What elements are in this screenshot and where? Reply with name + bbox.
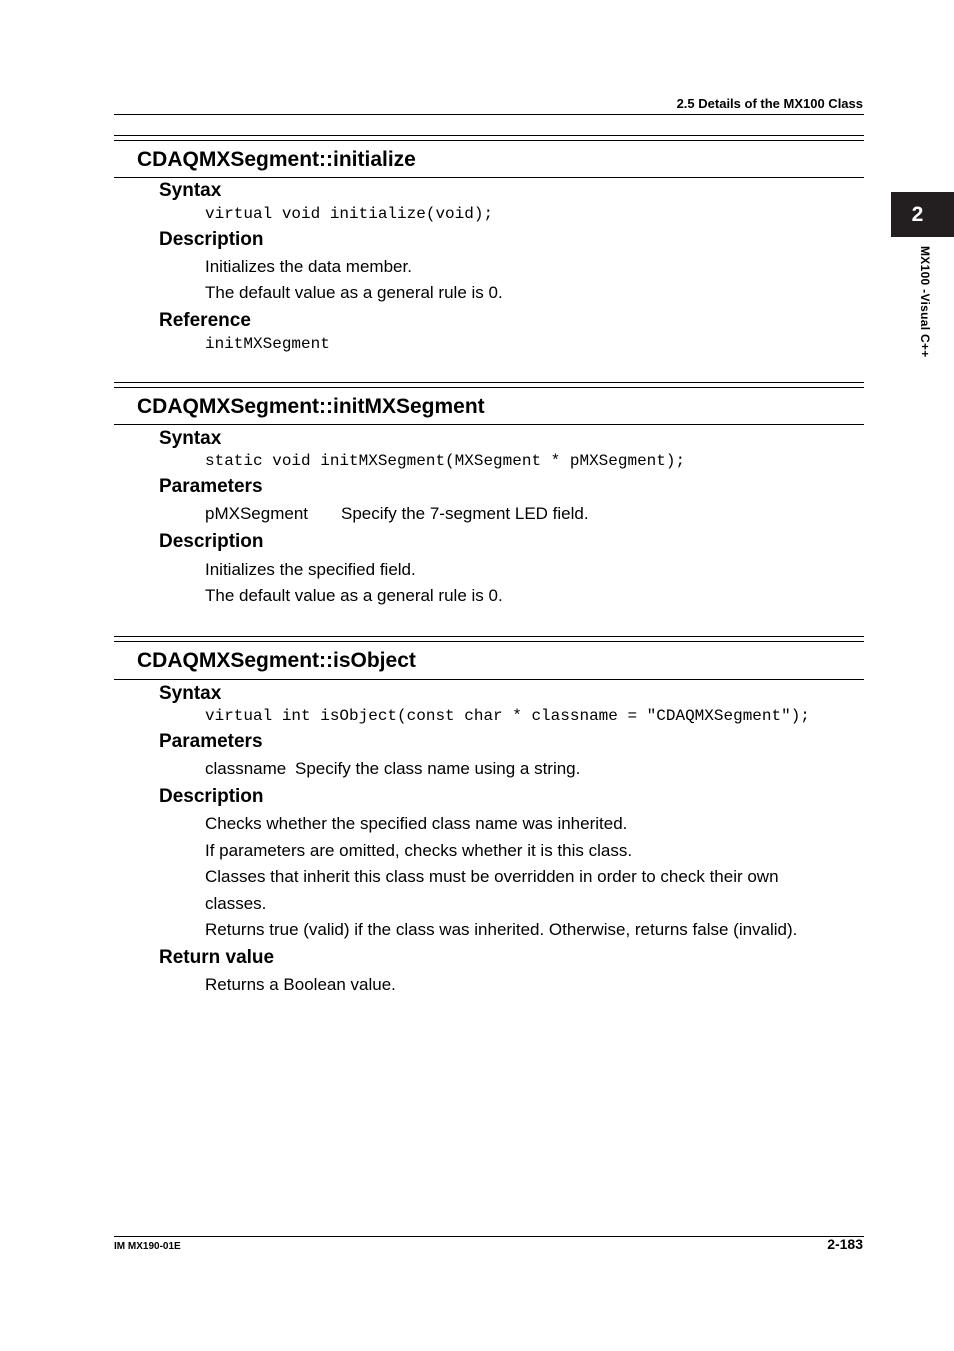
section-rule-top	[114, 387, 864, 388]
parameter-name: classname	[205, 759, 287, 778]
chapter-side-label: MX100 -Visual C++	[918, 246, 932, 358]
running-header: 2.5 Details of the MX100 Class	[676, 96, 863, 111]
section-title: CDAQMXSegment::initMXSegment	[137, 395, 485, 418]
footer-rule	[114, 1236, 864, 1237]
document-id: IM MX190-01E	[114, 1241, 181, 1252]
reference-code: initMXSegment	[205, 335, 330, 353]
section-rule-bottom	[114, 679, 864, 680]
chapter-number-tab: 2	[891, 192, 954, 237]
description-line: The default value as a general rule is 0.	[205, 283, 503, 302]
syntax-code: virtual void initialize(void);	[205, 205, 494, 223]
return-value-text: Returns a Boolean value.	[205, 975, 396, 994]
description-line: classes.	[205, 894, 267, 913]
description-line: The default value as a general rule is 0.	[205, 586, 503, 605]
header-rule	[114, 114, 864, 115]
description-heading: Description	[159, 531, 264, 552]
section-rule-top	[114, 382, 864, 383]
section-title: CDAQMXSegment::initialize	[137, 148, 416, 171]
description-line: Classes that inherit this class must be overridden in order to check their own	[205, 867, 779, 886]
description-heading: Description	[159, 229, 264, 250]
description-line: Initializes the specified field.	[205, 560, 416, 579]
parameter-description: Specify the class name using a string.	[295, 759, 581, 778]
syntax-heading: Syntax	[159, 428, 222, 449]
description-heading: Description	[159, 786, 264, 807]
section-rule-bottom	[114, 177, 864, 178]
section-rule-top	[114, 641, 864, 642]
section-rule-bottom	[114, 424, 864, 425]
syntax-code: static void initMXSegment(MXSegment * pMXSegment);	[205, 452, 686, 470]
reference-heading: Reference	[159, 310, 251, 331]
parameters-heading: Parameters	[159, 476, 263, 497]
description-line: Returns true (valid) if the class was inherited. Otherwise, returns false (invalid).	[205, 920, 798, 939]
return-value-heading: Return value	[159, 947, 275, 968]
section-title: CDAQMXSegment::isObject	[137, 649, 416, 672]
section-rule-top	[114, 140, 864, 141]
parameters-heading: Parameters	[159, 731, 263, 752]
section-rule-top	[114, 636, 864, 637]
section-rule-top	[114, 135, 864, 136]
parameter-name: pMXSegment	[205, 504, 308, 523]
syntax-heading: Syntax	[159, 683, 222, 704]
syntax-heading: Syntax	[159, 180, 222, 201]
description-line: Initializes the data member.	[205, 257, 412, 276]
description-line: Checks whether the specified class name was inherited.	[205, 814, 628, 833]
description-line: If parameters are omitted, checks whether it is this class.	[205, 841, 633, 860]
syntax-code: virtual int isObject(const char * classname = "CDAQMXSegment");	[205, 707, 810, 725]
page-number: 2-183	[827, 1236, 863, 1252]
parameter-description: Specify the 7-segment LED field.	[341, 504, 589, 523]
